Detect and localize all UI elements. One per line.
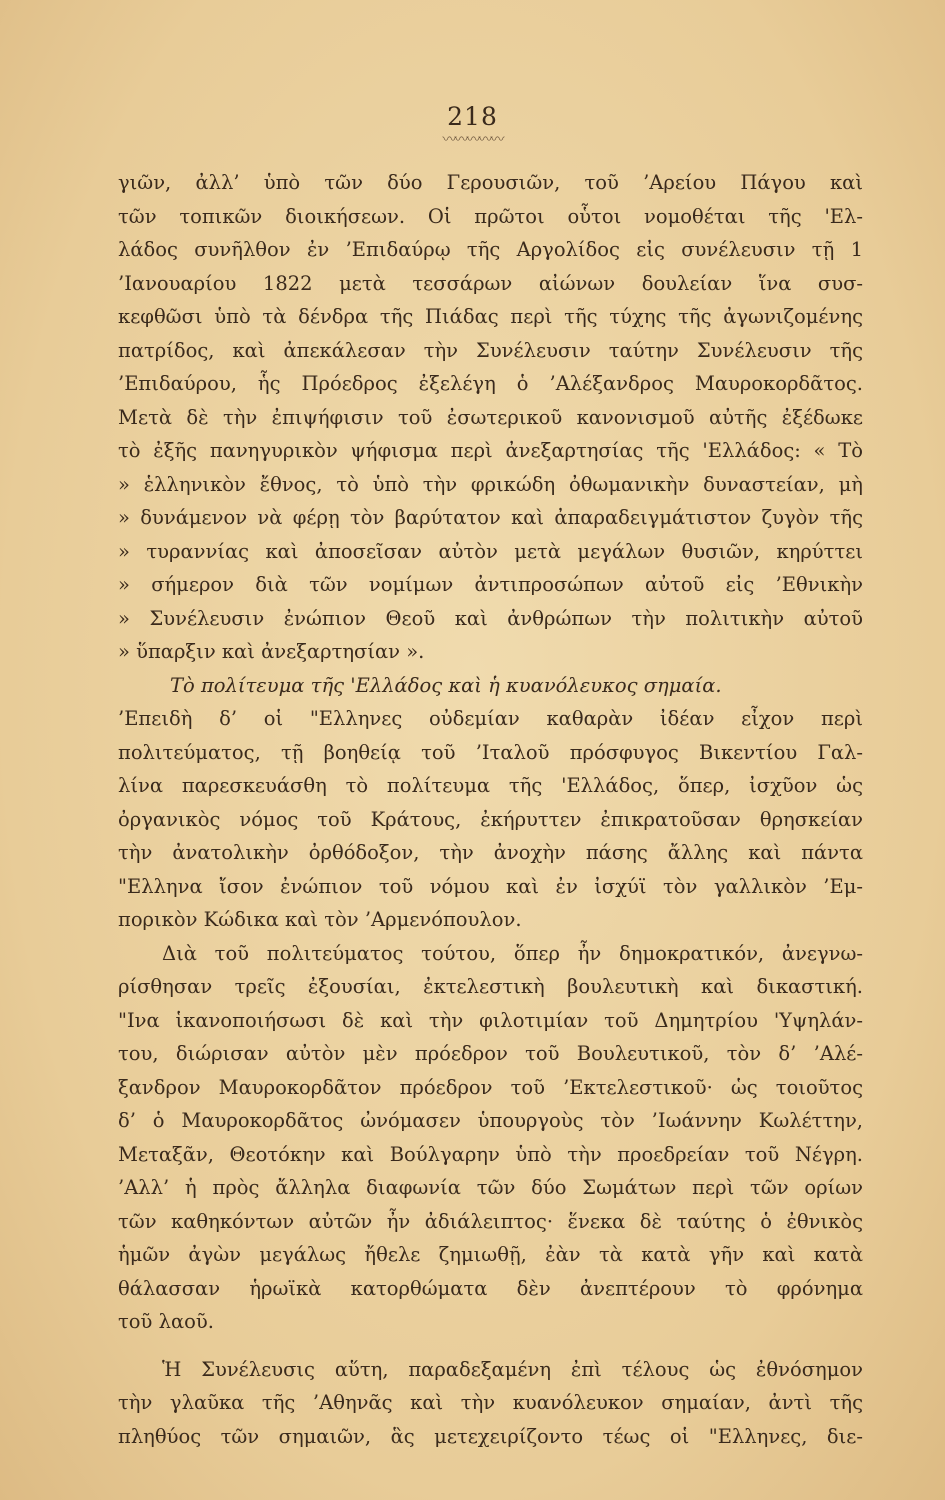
text-line: τῶν καθηκόντων αὐτῶν ἦν ἀδιάλειπτος· ἕνεκα δὲ ταύτης ὁ ἐθνικὸς — [118, 1209, 863, 1233]
text-line: » ἑλληνικὸν ἔθνος, τὸ ὑπὸ τὴν φρικώδη ὀθωμανικὴν δυναστείαν, μὴ — [118, 472, 863, 496]
text-line: γιῶν, ἀλλ’ ὑπὸ τῶν δύο Γερουσιῶν, τοῦ ’Αρείου Πάγου καὶ — [118, 171, 863, 194]
text-line: πολιτεύματος, τῇ βοηθείᾳ τοῦ ’Ιταλοῦ πρόσφυγος Βικεντίου Γαλ- — [118, 740, 863, 764]
text-line: πατρίδος, καὶ ἀπεκάλεσαν τὴν Συνέλευσιν ταύτην Συνέλευσιν τῆς — [118, 338, 863, 362]
text-line: Μετὰ δὲ τὴν ἐπιψήφισιν τοῦ ἐσωτερικοῦ κανονισμοῦ αὐτῆς ἐξέδωκε — [118, 405, 863, 429]
text-line: » δυνάμενον νὰ φέρῃ τὸν βαρύτατον καὶ ἀπαραδειγμάτιστον ζυγὸν τῆς — [118, 506, 863, 529]
text-line: ’Ιανουαρίου 1822 μετὰ τεσσάρων αἰώνων δουλείαν ἵνα συσ- — [118, 271, 863, 295]
text-line: » ὕπαρξιν καὶ ἀνεξαρτησίαν ». — [118, 640, 425, 663]
text-line: πληθύος τῶν σημαιῶν, ἃς μετεχειρίζοντο τέως οἱ "Ελληνες, διε- — [118, 1424, 863, 1448]
text-line: ρίσθησαν τρεῖς ἐξουσίαι, ἐκτελεστικὴ βουλευτικὴ καὶ δικαστική. — [118, 975, 863, 998]
text-line: "Ελληνα ἴσον ἐνώπιον τοῦ νόμου καὶ ἐν ἰσχύϊ τὸν γαλλικὸν ’Εμ- — [118, 874, 863, 898]
text-line: » τυραννίας καὶ ἀποσεῖσαν αὐτὸν μετὰ μεγάλων θυσιῶν, κηρύττει — [118, 539, 863, 563]
text-line: τὴν ἀνατολικὴν ὀρθόδοξον, τὴν ἀνοχὴν πάσης ἄλλης καὶ πάντα — [118, 841, 863, 864]
text-line: Ἡ Συνέλευσις αὕτη, παραδεξαμένη ἐπὶ τέλους ὡς ἐθνόσημον — [162, 1357, 863, 1381]
text-line: λάδος συνῆλθον ἐν ’Επιδαύρῳ τῆς Αργολίδος εἰς συνέλευσιν τῇ 1 — [118, 238, 863, 261]
text-line: » σήμερον διὰ τῶν νομίμων ἀντιπροσώπων αὐτοῦ εἰς ’Εθνικὴν — [118, 573, 863, 596]
text-line: δ’ ὁ Μαυροκορδᾶτος ὠνόμασεν ὑπουργοὺς τὸν ’Ιωάννην Κωλέττην, — [118, 1109, 863, 1132]
text-line: » Συνέλευσιν ἐνώπιον Θεοῦ καὶ ἀνθρώπων τὴν πολιτικὴν αὐτοῦ — [118, 606, 863, 630]
text-line: ’Επιδαύρου, ἧς Πρόεδρος ἐξελέγη ὁ ’Αλέξανδρος Μαυροκορδᾶτος. — [118, 372, 863, 395]
page-number-ornament: 〰〰〰〰〰 — [442, 132, 503, 148]
text-line: ’Επειδὴ δ’ οἱ "Ελληνες οὐδεμίαν καθαρὰν ἰδέαν εἶχον περὶ — [118, 707, 863, 730]
section-heading: Τὸ πολίτευμα τῆς 'Ελλάδος καὶ ἡ κυανόλευκος σημαία. — [170, 673, 722, 697]
text-line: τῶν τοπικῶν διοικήσεων. Οἱ πρῶτοι οὗτοι νομοθέται τῆς 'Ελ- — [118, 204, 863, 228]
text-line: κεφθῶσι ὑπὸ τὰ δένδρα τῆς Πιάδας περὶ τῆς τύχης τῆς ἀγωνιζομένης — [118, 305, 863, 328]
text-line: τοῦ λαοῦ. — [118, 1310, 214, 1333]
text-line: "Ινα ἱκανοποιήσωσι δὲ καὶ τὴν φιλοτιμίαν τοῦ Δημητρίου 'Υψηλάν- — [118, 1008, 863, 1032]
text-line: λίνα παρεσκευάσθη τὸ πολίτευμα τῆς 'Ελλάδος, ὅπερ, ἰσχῦον ὡς — [118, 774, 863, 797]
text-line: ξανδρον Μαυροκορδᾶτον πρόεδρον τοῦ ’Εκτελεστικοῦ· ὡς τοιοῦτος — [118, 1075, 863, 1099]
text-line: τὸ ἐξῆς πανηγυρικὸν ψήφισμα περὶ ἀνεξαρτησίας τῆς 'Ελλάδος: « Τὸ — [118, 439, 863, 462]
page-number: 218 — [447, 102, 498, 131]
text-line: τὴν γλαῦκα τῆς ’Αθηνᾶς καὶ τὴν κυανόλευκον σημαίαν, ἀντὶ τῆς — [118, 1391, 863, 1414]
body-text — [118, 166, 863, 1453]
text-line: ὀργανικὸς νόμος τοῦ Κράτους, ἐκήρυττεν ἐπικρατοῦσαν θρησκείαν — [118, 807, 863, 831]
text-line: Μεταξᾶν, Θεοτόκην καὶ Βούλγαρην ὑπὸ τὴν προεδρείαν τοῦ Νέγρη. — [118, 1142, 863, 1166]
text-line: θάλασσαν ἡρωϊκὰ κατορθώματα δὲν ἀνεπτέρουν τὸ φρόνημα — [118, 1276, 863, 1300]
text-line: του, διώρισαν αὐτὸν μὲν πρόεδρον τοῦ Βουλευτικοῦ, τὸν δ’ ’Αλέ- — [118, 1042, 863, 1065]
text-line: ἡμῶν ἀγὼν μεγάλως ἤθελε ζημιωθῇ, ἐὰν τὰ κατὰ γῆν καὶ κατὰ — [118, 1243, 863, 1266]
text-line: Διὰ τοῦ πολιτεύματος τούτου, ὅπερ ἦν δημοκρατικόν, ἀνεγνω- — [162, 941, 863, 965]
text-line: πορικὸν Κώδικα καὶ τὸν ’Αρμενόπουλον. — [118, 908, 522, 931]
text-line: ’Αλλ’ ἡ πρὸς ἄλληλα διαφωνία τῶν δύο Σωμάτων περὶ τῶν ορίων — [118, 1176, 863, 1199]
